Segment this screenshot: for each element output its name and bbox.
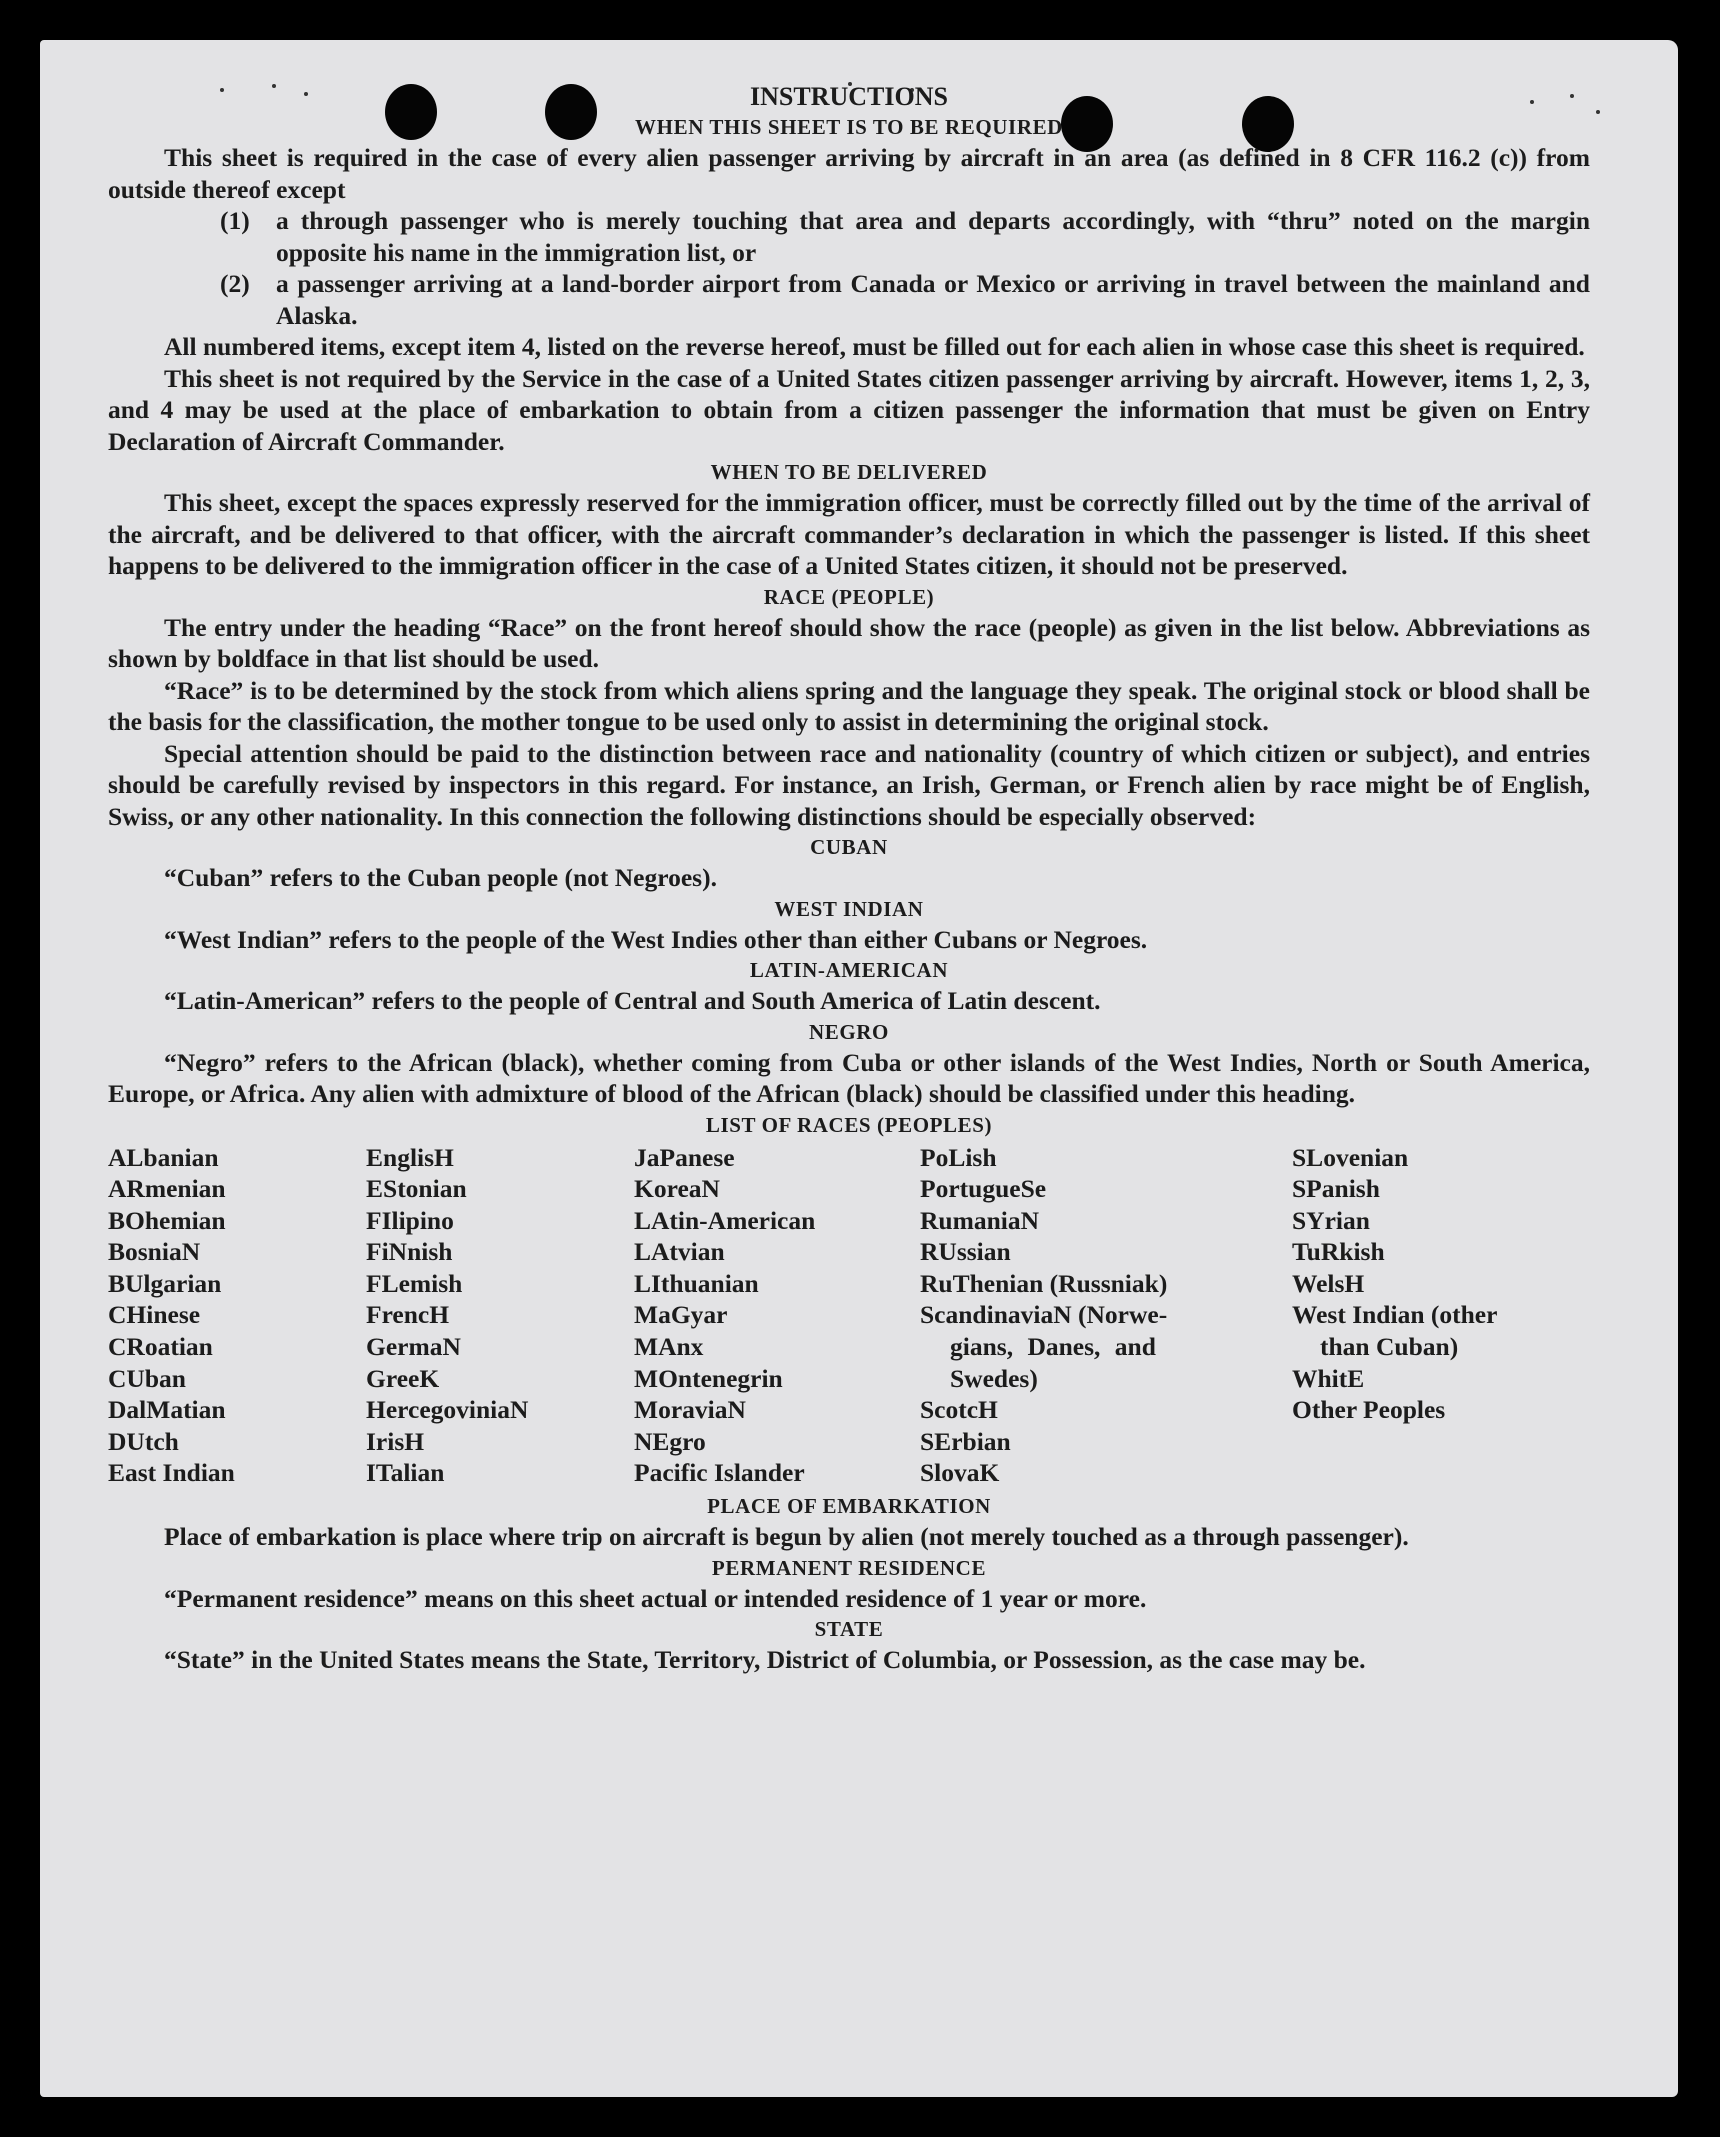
race-column-5 (1292, 1142, 1544, 1490)
race-item: JaPanese (634, 1142, 735, 1172)
race-item: HercegoviniaN (366, 1395, 529, 1425)
race-item: EStonian (366, 1174, 467, 1204)
race-item: MOntenegrin (634, 1363, 783, 1393)
race-item: CHinese (108, 1300, 201, 1330)
race-column-3 (634, 1142, 920, 1490)
race-item: DUtch (108, 1426, 179, 1456)
race-item: BOhemian (108, 1205, 226, 1235)
race-item: MoraviaN (634, 1395, 746, 1425)
heading-when-delivered: WHEN TO BE DELIVERED (710, 460, 988, 484)
race-item: Pacific Islander (634, 1458, 805, 1488)
race-item: SLovenian (1292, 1142, 1409, 1172)
race-item: RuThenian (Russniak) (920, 1268, 1168, 1298)
race-item: Other Peoples (1292, 1395, 1446, 1425)
race-item: RUssian (920, 1237, 1011, 1267)
paragraph-required: This sheet is required in the case of every alien passenger arriving by aircraft in an area (as defined in 8 CFR 116.2 (c)) from outside thereof except (108, 143, 1590, 204)
race-item: SErbian (920, 1426, 1011, 1456)
exception-item-2 (108, 268, 1590, 331)
race-column-4 (920, 1142, 1202, 1490)
paragraph-residence: “Permanent residence” means on this sheet actual or intended residence of 1 year or more. (164, 1583, 1147, 1613)
race-item: FrencH (366, 1300, 450, 1330)
race-item: BosniaN (108, 1237, 201, 1267)
item-number: (2) (220, 269, 250, 298)
race-item: GermaN (366, 1332, 461, 1362)
heading-state: STATE (814, 1617, 884, 1642)
race-item: ScandinaviaN (Norwe- (920, 1300, 1168, 1330)
race-item: FiNnish (366, 1237, 453, 1267)
race-item: East Indian (108, 1458, 235, 1488)
race-item: FLemish (366, 1268, 463, 1298)
instructions-text (108, 82, 1590, 1676)
race-item: MaGyar (634, 1300, 728, 1330)
paragraph-numbered-items: All numbered items, except item 4, listed on the reverse hereof, must be filled out for each alien in whose case this sheet is required. (164, 332, 1585, 361)
race-item-continued: Swedes) (950, 1363, 1038, 1393)
race-item: DalMatian (108, 1395, 226, 1425)
race-item: LAtin-American (634, 1205, 816, 1235)
race-item: GreeK (366, 1363, 440, 1393)
race-item: IrisH (366, 1426, 425, 1456)
heading-place-of-embarkation: PLACE OF EMBARKATION (707, 1494, 991, 1519)
race-column-2 (366, 1142, 634, 1490)
race-item: EnglisH (366, 1142, 454, 1172)
paragraph-cuban: “Cuban” refers to the Cuban people (not Negroes). (164, 863, 717, 892)
paragraph-negro: “Negro” refers to the African (black), whether coming from Cuba or other islands of the West Indies, North or South America, Europe, or Africa. Any alien with admixture of blood of the African (black) should be classified under this heading. (108, 1047, 1590, 1108)
item-number: (1) (220, 206, 250, 235)
item-text: a passenger arriving at a land-border airport from Canada or Mexico or arriving in travel between the mainland and Alaska. (276, 269, 1590, 330)
exception-item-1 (108, 205, 1590, 268)
race-item: CRoatian (108, 1332, 213, 1362)
race-item: West Indian (other (1292, 1300, 1498, 1330)
paragraph-delivered: This sheet, except the spaces expressly reserved for the immigration officer, must be correctly filled out by the time of the arrival of the aircraft, and be delivered to that officer, with the aircraft commander’s declaration in which the passenger is listed. If this sheet happens to be delivered to the immigration officer in the case of a United States citizen, it should not be preserved. (108, 488, 1590, 580)
race-column-1 (108, 1142, 366, 1490)
item-text: a through passenger who is merely touching that area and departs accordingly, with “thru” noted on the margin opposite his name in the immigration list, or (276, 206, 1590, 267)
heading-cuban: CUBAN (810, 835, 888, 859)
paragraph-race-1: The entry under the heading “Race” on the front hereof should show the race (people) as given in the list below. Abbreviations as shown by boldface in that list should be used. (108, 612, 1590, 673)
heading-latin-american: LATIN-AMERICAN (749, 958, 949, 982)
race-item: ALbanian (108, 1142, 219, 1172)
heading-negro: NEGRO (808, 1019, 889, 1044)
race-item-continued: than Cuban) (1320, 1332, 1459, 1362)
race-item: ITalian (366, 1458, 445, 1488)
race-item: SlovaK (920, 1458, 1000, 1488)
paragraph-race-2: “Race” is to be determined by the stock from which aliens spring and the language they speak. The original stock or blood shall be the basis for the classification, the mother tongue to be used only to assist in determining the original stock. (108, 675, 1590, 736)
race-item-continued: gians, Danes, and (950, 1332, 1156, 1362)
race-item: LAtvian (634, 1237, 725, 1267)
paragraph-embarkation: Place of embarkation is place where trip on aircraft is begun by alien (not merely touched as a through passenger). (164, 1522, 1409, 1552)
speck (1596, 110, 1600, 114)
race-item: PortugueSe (920, 1174, 1047, 1204)
title: INSTRUCTIONS (750, 82, 948, 111)
heading-west-indian: WEST INDIAN (774, 896, 924, 921)
paragraph-state: “State” in the United States means the State, Territory, District of Columbia, or Possession, as the case may be. (164, 1645, 1366, 1675)
race-item: BUlgarian (108, 1268, 222, 1298)
paragraph-race-3: Special attention should be paid to the distinction between race and nationality (country of which citizen or subject), and entries should be carefully revised by inspectors in this regard. For instance, an Irish, German, or French alien by race might be of English, Swiss, or any other nationality. In this connection the following distinctions should be especially observed: (108, 738, 1590, 831)
race-item: WelsH (1292, 1268, 1365, 1298)
paragraph-west-indian: “West Indian” refers to the people of the West Indies other than either Cubans or Negroes. (164, 924, 1148, 954)
race-item: ARmenian (108, 1174, 226, 1204)
paragraph-citizen: This sheet is not required by the Service in the case of a United States citizen passenger arriving by aircraft. However, items 1, 2, 3, and 4 may be used at the place of embarkation to obtain from a citizen passenger the information that must be given on Entry Declaration of Aircraft Commander. (108, 363, 1590, 456)
heading-list-of-races: LIST OF RACES (PEOPLES) (705, 1112, 993, 1137)
race-item: WhitE (1292, 1363, 1365, 1393)
heading-when-required: WHEN THIS SHEET IS TO BE REQUIRED (635, 115, 1063, 139)
race-item: SYrian (1292, 1205, 1370, 1235)
race-item: MAnx (634, 1332, 704, 1362)
race-list (108, 1142, 1590, 1490)
race-item: NEgro (634, 1426, 706, 1456)
heading-race: RACE (PEOPLE) (763, 584, 935, 609)
race-item: CUban (108, 1363, 186, 1393)
paragraph-latin-american: “Latin-American” refers to the people of Central and South America of Latin descent. (164, 986, 1101, 1015)
race-item: FIlipino (366, 1205, 454, 1235)
heading-permanent-residence: PERMANENT RESIDENCE (711, 1555, 987, 1580)
race-item: PoLish (920, 1142, 997, 1172)
race-item: TuRkish (1292, 1237, 1385, 1267)
race-item: LIthuanian (634, 1268, 759, 1298)
race-item: ScotcH (920, 1395, 998, 1425)
race-item: SPanish (1292, 1174, 1380, 1204)
race-item: KoreaN (634, 1174, 720, 1204)
race-item: RumaniaN (920, 1205, 1040, 1235)
